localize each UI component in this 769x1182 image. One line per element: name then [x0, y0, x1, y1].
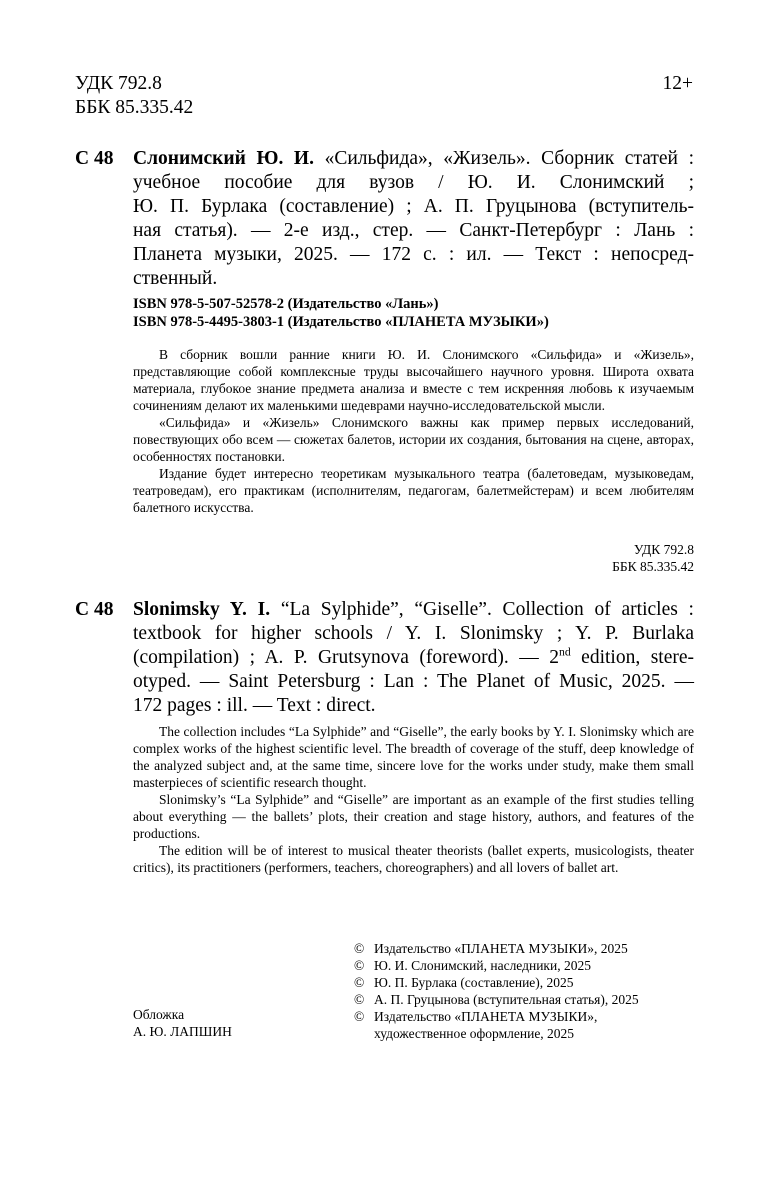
ru-bibliographic-entry	[133, 147, 694, 291]
en-abstract-paragraph: Slonimsky’s “La Sylphide” and “Giselle” are important as an example of the first studies telling about everything — the ballets’ plots, their creation and stage history, authors, and features of the productions.	[133, 792, 694, 841]
ru-shelf-mark: С 48	[75, 148, 114, 169]
en-entry-line: Slonimsky Y. I. “La Sylphide”, “Giselle”. Collection of articles :	[133, 599, 694, 620]
ru-classification-footer	[612, 541, 694, 575]
en-abstract-paragraph: The collection includes “La Sylphide” and “Giselle”, the early books by Y. I. Slonimsky which are complex works of the highest scientific level. The breadth of coverage of the stuff, deep knowledge of the analyzed subject and, at the same time, sincere love for the works under study, make them small masterpieces of scientific research thought.	[133, 724, 694, 790]
header-classification	[75, 72, 193, 120]
age-rating: 12+	[662, 73, 693, 94]
ru-entry-line: Слонимский Ю. И. «Сильфида», «Жизель». Сборник статей :	[133, 148, 694, 169]
cover-artist: А. Ю. ЛАПШИН	[133, 1024, 232, 1039]
ru-abstract	[133, 346, 694, 516]
en-entry-line: otyped. — Saint Petersburg : Lan : The Planet of Music, 2025. —	[133, 671, 694, 692]
en-entry-line: (compilation) ; A. P. Grutsynova (foreword). — 2nd edition, stere-	[133, 645, 695, 668]
en-author: Slonimsky Y. I.	[133, 599, 271, 620]
en-entry-line: textbook for higher schools / Y. I. Slonimsky ; Y. P. Burlaka	[133, 623, 694, 644]
copyright-line: © А. П. Груцынова (вступительная статья), 2025	[354, 992, 639, 1007]
cover-label: Обложка	[133, 1007, 185, 1022]
ru-udk: УДК 792.8	[633, 542, 694, 557]
ru-author: Слонимский Ю. И.	[133, 148, 314, 169]
ru-abstract-paragraph: Издание будет интересно теоретикам музыкального театра (балетоведам, музыковедам, театроведам), его практикам (исполнителям, педагогам, балетмейстерам) и всем любителям балетного искусства.	[133, 466, 694, 515]
copyright-icon: ©	[354, 992, 365, 1007]
header-udk: УДК 792.8	[75, 73, 162, 94]
en-shelf-mark: С 48	[75, 599, 114, 620]
ru-entry-line: ственный.	[133, 268, 218, 289]
copyright-icon: ©	[354, 941, 365, 956]
copyright-icon: ©	[354, 1009, 365, 1024]
copyright-line: © Ю. П. Бурлака (составление), 2025	[354, 975, 574, 990]
isbn-lan: ISBN 978-5-507-52578-2 (Издательство «Лань»)	[133, 296, 439, 312]
ru-entry-line: Ю. П. Бурлака (составление) ; А. П. Груцынова (вступитель-	[133, 196, 694, 217]
copyright-line-continuation: художественное оформление, 2025	[374, 1026, 575, 1041]
en-abstract-paragraph: The edition will be of interest to musical theater theorists (ballet experts, musicologists, theater critics), its practitioners (performers, teachers, choreographers) and all lovers of ballet art.	[133, 843, 694, 875]
ru-isbn-block	[133, 295, 549, 331]
en-entry-line: 172 pages : ill. — Text : direct.	[133, 695, 376, 716]
copyright-line: © Издательство «ПЛАНЕТА МУЗЫКИ»,	[354, 1009, 598, 1024]
en-bibliographic-entry	[133, 598, 694, 718]
copyright-line: © Издательство «ПЛАНЕТА МУЗЫКИ», 2025	[354, 941, 628, 956]
ru-entry-line: Планета музыки, 2025. — 172 с. : ил. — Текст : непосред-	[133, 244, 694, 265]
en-abstract	[133, 723, 694, 876]
cover-credit	[133, 1006, 232, 1040]
header-bbk: ББК 85.335.42	[75, 97, 194, 118]
isbn-planeta: ISBN 978-5-4495-3803-1 (Издательство «ПЛАНЕТА МУЗЫКИ»)	[133, 314, 549, 330]
copyright-block	[354, 940, 639, 1042]
ru-entry-line: учебное пособие для вузов / Ю. И. Слонимский ;	[133, 172, 694, 193]
ru-abstract-paragraph: «Сильфида» и «Жизель» Слонимского важны как пример первых исследований, повествующих обо всем — сюжетах балетов, истории их создания, бытования на сцене, авторах, особенностях постановки.	[133, 415, 694, 464]
ru-entry-line: ная статья). — 2-е изд., стер. — Санкт-Петербург : Лань :	[133, 220, 694, 241]
copyright-icon: ©	[354, 975, 365, 990]
copyright-line: © Ю. И. Слонимский, наследники, 2025	[354, 958, 591, 973]
copyright-icon: ©	[354, 958, 365, 973]
ru-abstract-paragraph: В сборник вошли ранние книги Ю. И. Слонимского «Сильфида» и «Жизель», представляющие собой комплексные труды высочайшего научного уровня. Широта охвата материала, глубокое знание предмета анализа и вместе с тем искренняя любовь к изучаемым сочинениям делают их маленькими шедеврами научно-исследовательской мысли.	[133, 347, 694, 413]
ru-bbk: ББК 85.335.42	[612, 559, 694, 574]
